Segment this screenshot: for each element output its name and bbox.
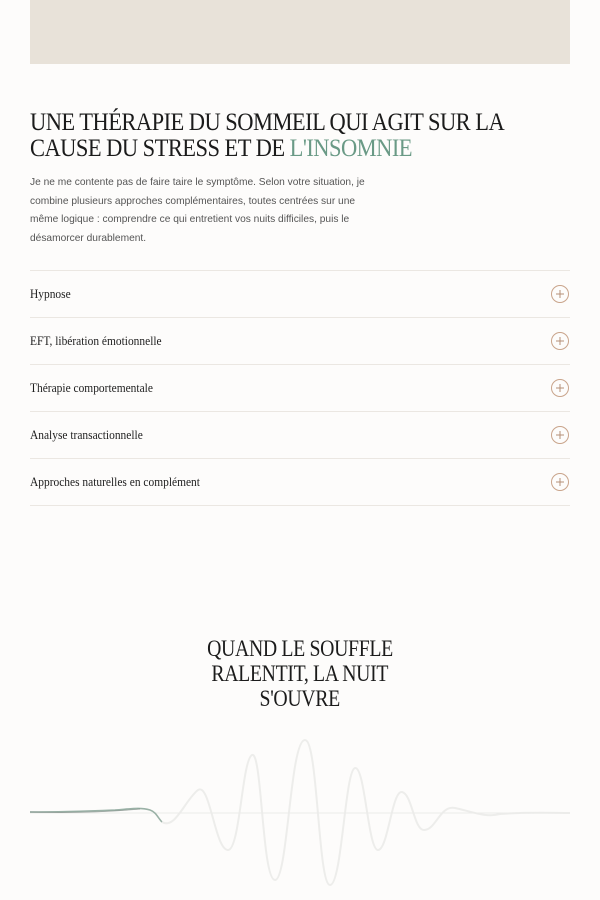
plus-circle-icon[interactable]	[551, 426, 569, 444]
accordion-item-label: Approches naturelles en complément	[30, 474, 200, 489]
intro-paragraph: Je ne me contente pas de faire taire le symptôme. Selon votre situation, je combine plusieurs approches complémentaires, toutes centrées sur une même logique : comprendre ce qui entretient vos nuits difficiles, puis le désamorcer durablement.	[30, 177, 365, 244]
accordion-item-analyse-transactionnelle[interactable]	[30, 412, 570, 459]
breath-heading-line-3: S'OUVRE	[259, 686, 341, 711]
breath-wave-graphic	[0, 730, 600, 900]
approaches-accordion	[30, 270, 570, 506]
breath-heading	[0, 636, 600, 711]
plus-circle-icon[interactable]	[551, 379, 569, 397]
accordion-item-label: Hypnose	[30, 286, 71, 301]
accordion-item-label: Analyse transactionnelle	[30, 427, 143, 442]
section-title	[30, 110, 550, 162]
plus-circle-icon[interactable]	[551, 473, 569, 491]
accordion-item-hypnose[interactable]	[30, 271, 570, 318]
plus-circle-icon[interactable]	[551, 285, 569, 303]
accordion-item-label: EFT, libération émotionnelle	[30, 333, 162, 348]
section-title-main: UNE THÉRAPIE DU SOMMEIL QUI AGIT SUR LA CAUSE DU STRESS ET DE	[30, 109, 503, 162]
breath-heading-line-1: QUAND LE SOUFFLE	[207, 636, 393, 661]
accordion-item-eft[interactable]	[30, 318, 570, 365]
accordion-item-therapie-comportementale[interactable]	[30, 365, 570, 412]
plus-circle-icon[interactable]	[551, 332, 569, 350]
breath-heading-line-2: RALENTIT, LA NUIT	[211, 661, 389, 686]
hero-image	[30, 0, 570, 64]
section-title-accent: L'INSOMNIE	[289, 135, 413, 162]
accordion-item-approches-naturelles[interactable]	[30, 459, 570, 506]
accordion-item-label: Thérapie comportementale	[30, 380, 153, 395]
